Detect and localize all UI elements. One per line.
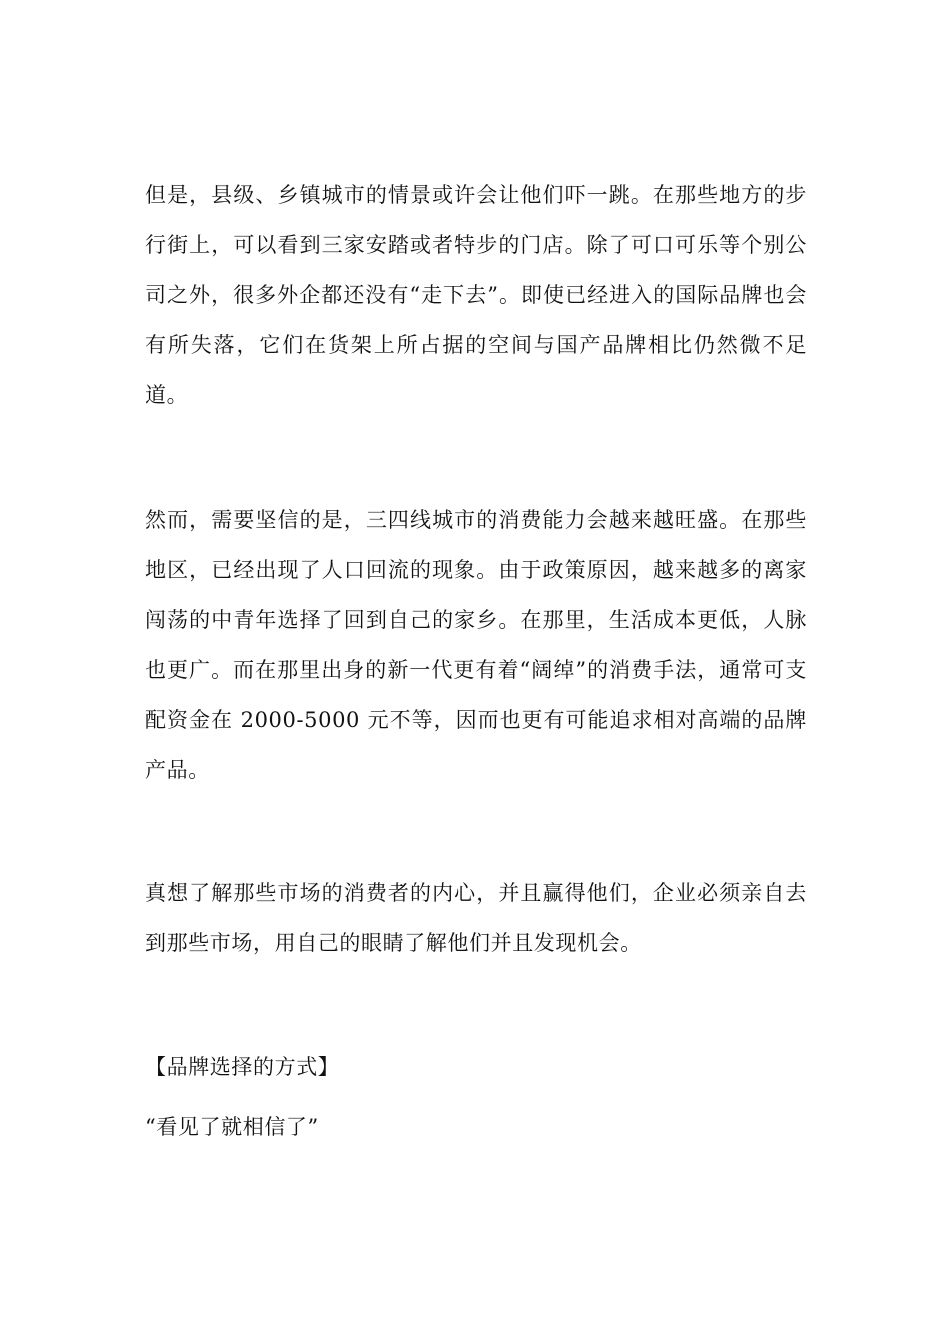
paragraph-2: 然而，需要坚信的是，三四线城市的消费能力会越来越旺盛。在那些地区，已经出现了人口回流的现象。由于政策原因，越来越多的离家闯荡的中青年选择了回到自己的家乡。在那里，生活成本更低，人脉也更广。而在那里出身的新一代更有着“阔绰”的消费手法，通常可支配资金在 2000-5000 元不等，因而也更有可能追求相对高端的品牌产品。 [145,508,807,782]
quote-line: “看见了就相信了” [145,1115,319,1139]
paragraph-1: 但是，县级、乡镇城市的情景或许会让他们吓一跳。在那些地方的步行街上，可以看到三家安踏或者特步的门店。除了可口可乐等个别公司之外，很多外企都还没有“走下去”。即使已经进入的国际品牌也会有所失落，它们在货架上所占据的空间与国产品牌相比仍然微不足道。 [145,183,807,407]
paragraph-3: 真想了解那些市场的消费者的内心，并且赢得他们，企业必须亲自去到那些市场，用自己的眼睛了解他们并且发现机会。 [145,881,807,955]
section-heading: 【品牌选择的方式】 [145,1055,340,1079]
